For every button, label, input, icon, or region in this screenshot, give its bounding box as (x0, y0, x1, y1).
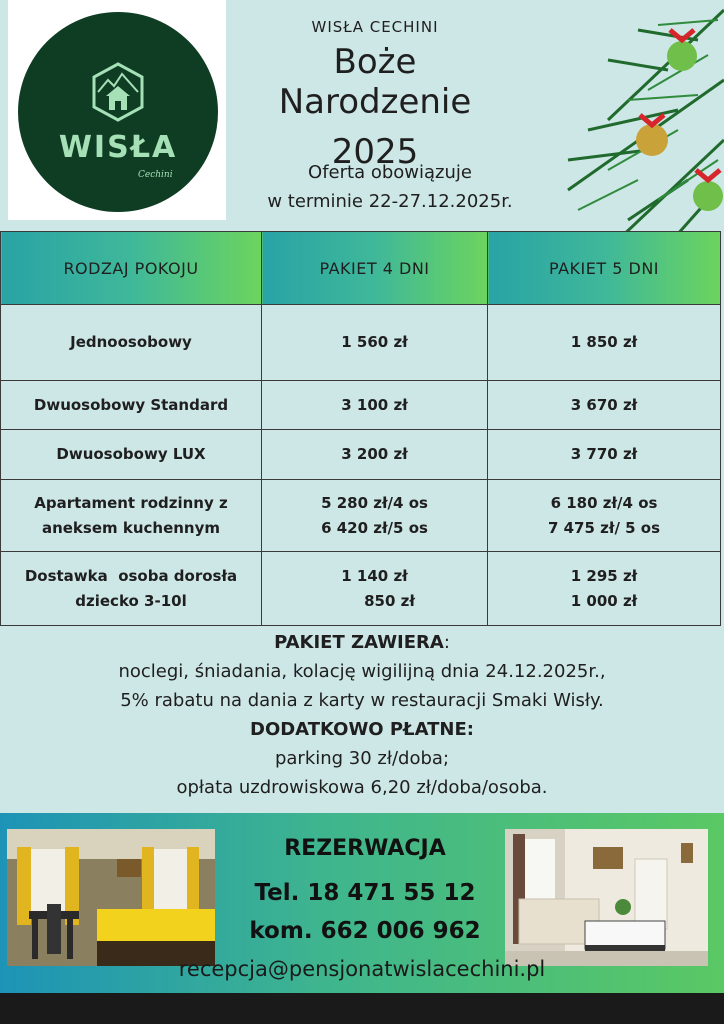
table-header-row (1, 232, 721, 305)
price-line: 850 zł (364, 591, 415, 610)
page-title (240, 42, 510, 172)
mobile-number[interactable]: kom. 662 006 962 (249, 918, 481, 944)
bedroom-photo (7, 829, 215, 966)
table-row (1, 480, 721, 552)
extra-line-2: opłata uzdrowiskowa 6,20 zł/doba/osoba. (176, 777, 548, 798)
price-4-days: 3 200 zł (262, 430, 488, 480)
offer-line-1: Oferta obowiązuje (308, 162, 472, 183)
title-line-2: 2025 (331, 132, 419, 172)
table-row (1, 305, 721, 381)
email-address[interactable]: recepcja@pensjonatwislacechini.pl (178, 957, 546, 981)
table-row (1, 552, 721, 626)
title-line-1: Boże Narodzenie (278, 42, 472, 122)
logo-name: WISŁA (58, 130, 178, 165)
price-line: 7 475 zł/ 5 os (547, 518, 661, 537)
includes-line-1: noclegi, śniadania, kolację wigilijną dnia 24.12.2025r., (118, 661, 606, 682)
price-table (0, 231, 721, 626)
header-room-type: RODZAJ POKOJU (1, 232, 262, 305)
offer-line-2: w terminie 22-27.12.2025r. (267, 191, 513, 212)
logo-circle (18, 12, 218, 212)
includes-line-2: 5% rabatu na dania z karty w restauracji Smaki Wisły. (120, 690, 604, 711)
bottom-bar (0, 993, 724, 1024)
header-package-5: PAKIET 5 DNI (488, 232, 721, 305)
includes-heading (0, 628, 724, 657)
offer-dates (240, 158, 540, 216)
room-type (1, 552, 262, 626)
includes-colon: : (443, 632, 450, 653)
price-5-days (488, 552, 721, 626)
room-type (1, 480, 262, 552)
price-5-days: 3 670 zł (488, 381, 721, 430)
living-room-illustration-icon (505, 829, 708, 966)
price-4-days (262, 552, 488, 626)
room-type-line: dziecko 3-10l (75, 591, 187, 610)
room-type: Jednoosobowy (1, 305, 262, 381)
includes-title: PAKIET ZAWIERA (274, 632, 444, 653)
reservation-title: REZERWACJA (284, 836, 446, 861)
room-type: Dwuosobowy Standard (1, 381, 262, 430)
price-5-days: 3 770 zł (488, 430, 721, 480)
price-line: 1 295 zł (570, 566, 638, 585)
price-4-days: 1 560 zł (262, 305, 488, 381)
extra-line-1: parking 30 zł/doba; (274, 748, 450, 769)
phone-number[interactable]: Tel. 18 471 55 12 (254, 880, 476, 906)
header-package-4: PAKIET 4 DNI (262, 232, 488, 305)
price-line: 5 280 zł/4 os (321, 493, 428, 512)
living-room-photo (505, 829, 708, 966)
room-type-line: Dostawka osoba dorosła (24, 566, 238, 585)
price-5-days: 1 850 zł (488, 305, 721, 381)
price-4-days: 3 100 zł (262, 381, 488, 430)
table-row (1, 381, 721, 430)
brand-name: WISŁA CECHINI (311, 18, 439, 36)
bedroom-illustration-icon (7, 829, 215, 966)
price-5-days (488, 480, 721, 552)
room-type-line: aneksem kuchennym (41, 518, 221, 537)
logo-box (8, 0, 226, 220)
package-info (0, 628, 724, 802)
room-type: Dwuosobowy LUX (1, 430, 262, 480)
mountain-house-icon (90, 62, 146, 122)
christmas-branch-icon (548, 0, 724, 250)
price-line: 6 180 zł/4 os (550, 493, 658, 512)
price-line: 6 420 zł/5 os (321, 518, 428, 537)
room-type-line: Apartament rodzinny z (34, 493, 228, 512)
extra-title: DODATKOWO PŁATNE: (250, 719, 474, 740)
logo-subtitle: Cechini (138, 170, 173, 180)
price-line: 1 140 zł (341, 566, 408, 585)
price-line: 1 000 zł (570, 591, 638, 610)
table-row (1, 430, 721, 480)
price-4-days (262, 480, 488, 552)
